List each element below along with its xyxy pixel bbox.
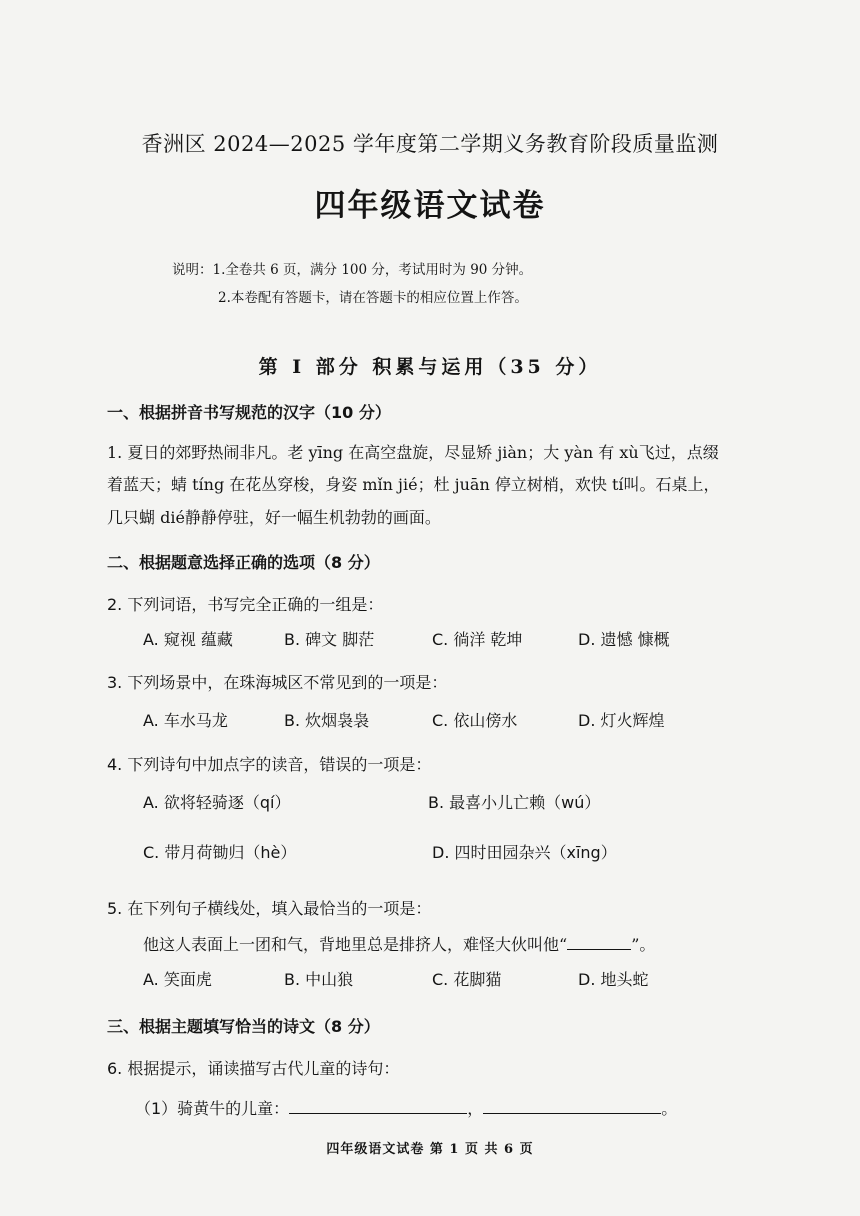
question-4-option-d: D. 四时田园杂兴（xīng） bbox=[432, 843, 617, 862]
question-5-sentence-after: ”。 bbox=[631, 935, 656, 954]
question-5-option-a: A. 笑面虎 bbox=[143, 970, 212, 989]
exam-subtitle: 四年级语文试卷 bbox=[314, 188, 546, 224]
question-5-sentence bbox=[143, 932, 655, 955]
question-3-option-b: B. 炊烟袅袅 bbox=[284, 711, 370, 730]
question-3-option-d: D. 灯火辉煌 bbox=[578, 711, 665, 730]
question-6-answer-blank-2 bbox=[483, 1099, 661, 1114]
page-footer: 四年级语文试卷 第 1 页 共 6 页 bbox=[326, 1142, 534, 1157]
section-heading-2: 二、根据题意选择正确的选项（8 分） bbox=[107, 553, 380, 572]
question-6-item-1 bbox=[135, 1096, 677, 1119]
question-6-item-1-label: （1）骑黄牛的儿童： bbox=[135, 1099, 290, 1118]
question-5-answer-blank bbox=[567, 935, 631, 950]
question-1-line-2: 着蓝天；蜻 tíng 在花丛穿梭，身姿 mǐn jié；杜 juān 停立树梢，欢快 tí叫。石桌上， bbox=[107, 475, 720, 494]
question-6-answer-blank-1 bbox=[289, 1099, 467, 1114]
question-5-option-b: B. 中山狼 bbox=[284, 970, 354, 989]
question-2-option-d: D. 遗憾 慷概 bbox=[578, 630, 670, 649]
question-5-stem: 5. 在下列句子横线处，填入最恰当的一项是： bbox=[107, 899, 432, 918]
instruction-note-2: 2.本卷配有答题卡，请在答题卡的相应位置上作答。 bbox=[218, 290, 528, 306]
question-1-line-1: 1. 夏日的郊野热闹非凡。老 yīng 在高空盘旋，尽显矫 jiàn；大 yàn 有 xù飞过，点缀 bbox=[107, 443, 719, 462]
question-5-option-d: D. 地头蛇 bbox=[578, 970, 649, 989]
question-6-stem: 6. 根据提示，诵读描写古代儿童的诗句： bbox=[107, 1059, 400, 1078]
question-4-option-b: B. 最喜小儿亡赖（wú） bbox=[428, 793, 601, 812]
question-3-stem: 3. 下列场景中，在珠海城区不常见到的一项是： bbox=[107, 673, 448, 692]
question-5-option-c: C. 花脚猫 bbox=[432, 970, 502, 989]
instruction-note-1: 说明：1.全卷共 6 页，满分 100 分，考试用时为 90 分钟。 bbox=[172, 262, 533, 278]
question-4-option-c: C. 带月荷锄归（hè） bbox=[143, 843, 297, 862]
question-2-option-b: B. 碑文 脚茫 bbox=[284, 630, 375, 649]
part-title: 第 Ⅰ 部分 积累与运用（35 分） bbox=[258, 356, 602, 378]
question-4-option-a: A. 欲将轻骑逐（qí） bbox=[143, 793, 291, 812]
question-2-stem: 2. 下列词语，书写完全正确的一组是： bbox=[107, 595, 384, 614]
question-6-period: 。 bbox=[661, 1099, 678, 1118]
question-5-sentence-before: 他这人表面上一团和气，背地里总是排挤人，难怪大伙叫他“ bbox=[143, 935, 568, 954]
question-2-option-c: C. 徜洋 乾坤 bbox=[432, 630, 523, 649]
question-3-option-a: A. 车水马龙 bbox=[143, 711, 228, 730]
section-heading-1: 一、根据拼音书写规范的汉字（10 分） bbox=[107, 403, 391, 422]
question-3-option-c: C. 依山傍水 bbox=[432, 711, 518, 730]
exam-title: 香洲区 2024—2025 学年度第二学期义务教育阶段质量监测 bbox=[141, 132, 719, 156]
question-6-comma: ， bbox=[467, 1099, 484, 1118]
question-2-option-a: A. 窥视 蕴藏 bbox=[143, 630, 233, 649]
section-heading-3: 三、根据主题填写恰当的诗文（8 分） bbox=[107, 1017, 380, 1036]
question-1-line-3: 几只蝴 dié静静停驻，好一幅生机勃勃的画面。 bbox=[107, 508, 441, 527]
question-4-stem: 4. 下列诗句中加点字的读音，错误的一项是： bbox=[107, 755, 432, 774]
